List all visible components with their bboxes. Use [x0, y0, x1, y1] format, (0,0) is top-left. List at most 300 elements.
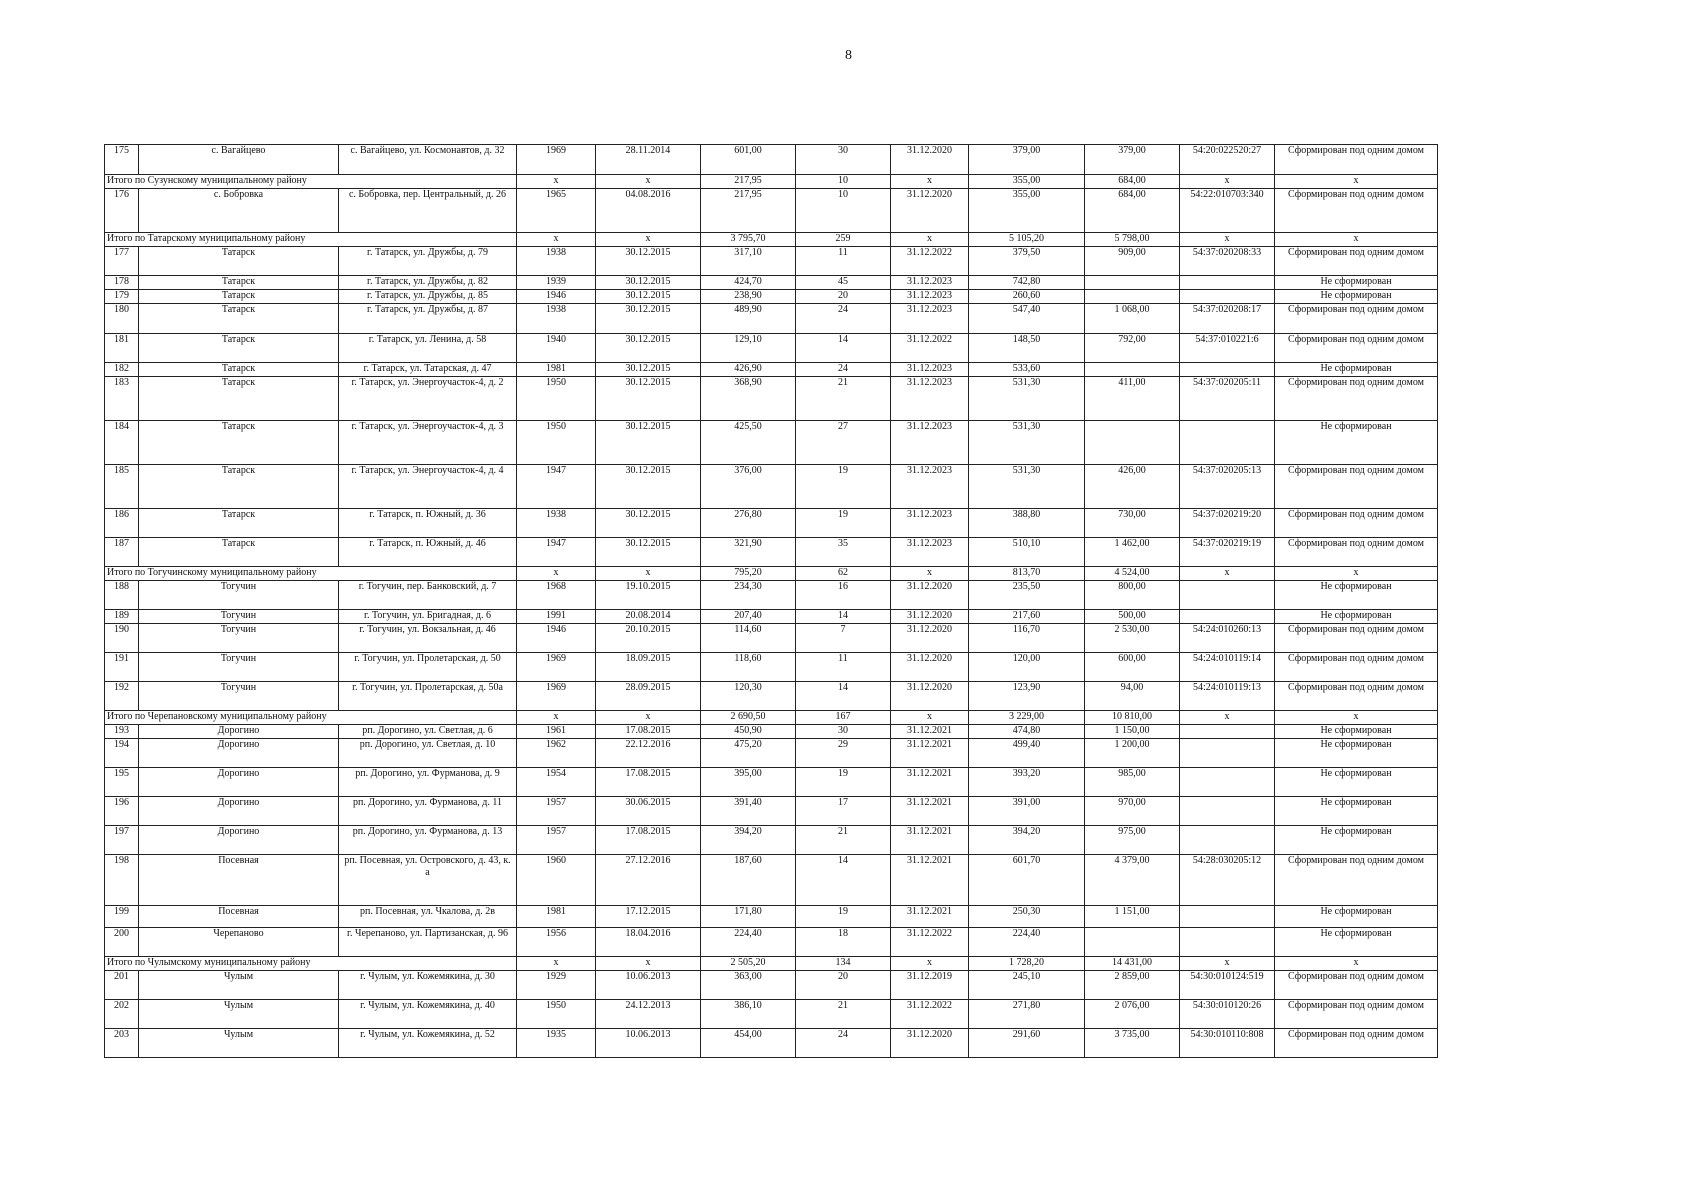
area-resettled-cell: 235,50 [969, 581, 1085, 610]
recognition-date-cell: 30.12.2015 [596, 276, 701, 290]
address-cell: г. Татарск, ул. Дружбы, д. 85 [339, 290, 517, 304]
land-status-cell: Не сформирован [1275, 363, 1438, 377]
deadline-cell: 31.12.2021 [891, 797, 969, 826]
subtotal-cadastre-cell: x [1180, 567, 1275, 581]
cadastre-number-cell: 54:20:022520:27 [1180, 145, 1275, 175]
table-row [105, 363, 1438, 377]
recognition-date-cell: 17.12.2015 [596, 906, 701, 928]
area-cell: 118,60 [701, 653, 796, 682]
recognition-date-cell: 10.06.2013 [596, 971, 701, 1000]
row-number-cell: 188 [105, 581, 139, 610]
recognition-date-cell: 20.08.2014 [596, 610, 701, 624]
page-number: 8 [845, 48, 852, 63]
land-area-cell: 3 735,00 [1085, 1029, 1180, 1058]
subtotal-row [105, 567, 1438, 581]
land-area-cell: 970,00 [1085, 797, 1180, 826]
cadastre-number-cell [1180, 610, 1275, 624]
table-row [105, 538, 1438, 567]
area-cell: 217,95 [701, 189, 796, 233]
area-cell: 120,30 [701, 682, 796, 711]
residents-cell: 7 [796, 624, 891, 653]
cadastre-number-cell: 54:37:020219:19 [1180, 538, 1275, 567]
residents-cell: 19 [796, 465, 891, 509]
cadastre-number-cell: 54:24:010119:14 [1180, 653, 1275, 682]
subtotal-area-cell: 2 690,50 [701, 711, 796, 725]
table-row [105, 247, 1438, 276]
deadline-cell: 31.12.2021 [891, 768, 969, 797]
settlement-cell: Дорогино [139, 739, 339, 768]
build-year-cell: 1940 [517, 334, 596, 363]
residents-cell: 27 [796, 421, 891, 465]
subtotal-date-cell: x [596, 711, 701, 725]
area-resettled-cell: 533,60 [969, 363, 1085, 377]
cadastre-number-cell: 54:30:010124:519 [1180, 971, 1275, 1000]
table-row [105, 377, 1438, 421]
cadastre-number-cell: 54:24:010119:13 [1180, 682, 1275, 711]
cadastre-number-cell [1180, 826, 1275, 855]
row-number-cell: 184 [105, 421, 139, 465]
land-status-cell: Сформирован под одним домом [1275, 653, 1438, 682]
area-cell: 424,70 [701, 276, 796, 290]
address-cell: г. Черепаново, ул. Партизанская, д. 96 [339, 928, 517, 957]
recognition-date-cell: 30.12.2015 [596, 247, 701, 276]
cadastre-number-cell: 54:28:030205:12 [1180, 855, 1275, 906]
address-cell: рп. Посевная, ул. Островского, д. 43, к. а [339, 855, 517, 906]
row-number-cell: 198 [105, 855, 139, 906]
land-area-cell: 379,00 [1085, 145, 1180, 175]
recognition-date-cell: 28.11.2014 [596, 145, 701, 175]
row-number-cell: 194 [105, 739, 139, 768]
area-cell: 317,10 [701, 247, 796, 276]
build-year-cell: 1947 [517, 465, 596, 509]
recognition-date-cell: 20.10.2015 [596, 624, 701, 653]
cadastre-number-cell: 54:37:010221:6 [1180, 334, 1275, 363]
subtotal-year-cell: x [517, 957, 596, 971]
address-cell: рп. Дорогино, ул. Светлая, д. 6 [339, 725, 517, 739]
deadline-cell: 31.12.2020 [891, 653, 969, 682]
build-year-cell: 1935 [517, 1029, 596, 1058]
land-area-cell: 2 859,00 [1085, 971, 1180, 1000]
area-cell: 238,90 [701, 290, 796, 304]
deadline-cell: 31.12.2022 [891, 334, 969, 363]
table-row [105, 797, 1438, 826]
recognition-date-cell: 19.10.2015 [596, 581, 701, 610]
residents-cell: 11 [796, 653, 891, 682]
land-area-cell [1085, 928, 1180, 957]
address-cell: г. Тогучин, ул. Пролетарская, д. 50а [339, 682, 517, 711]
subtotal-row [105, 175, 1438, 189]
residents-cell: 24 [796, 363, 891, 377]
recognition-date-cell: 17.08.2015 [596, 725, 701, 739]
subtotal-status-cell: x [1275, 957, 1438, 971]
subtotal-area-resettled-cell: 5 105,20 [969, 233, 1085, 247]
table-row [105, 971, 1438, 1000]
area-resettled-cell: 148,50 [969, 334, 1085, 363]
area-resettled-cell: 224,40 [969, 928, 1085, 957]
land-status-cell: Не сформирован [1275, 739, 1438, 768]
deadline-cell: 31.12.2021 [891, 906, 969, 928]
land-status-cell: Не сформирован [1275, 768, 1438, 797]
area-resettled-cell: 499,40 [969, 739, 1085, 768]
subtotal-residents-cell: 134 [796, 957, 891, 971]
subtotal-cadastre-cell: x [1180, 711, 1275, 725]
land-area-cell: 792,00 [1085, 334, 1180, 363]
land-status-cell: Сформирован под одним домом [1275, 624, 1438, 653]
land-area-cell: 1 151,00 [1085, 906, 1180, 928]
address-cell: г. Тогучин, ул. Пролетарская, д. 50 [339, 653, 517, 682]
row-number-cell: 175 [105, 145, 139, 175]
table-row [105, 145, 1438, 175]
build-year-cell: 1946 [517, 624, 596, 653]
recognition-date-cell: 30.12.2015 [596, 377, 701, 421]
row-number-cell: 189 [105, 610, 139, 624]
deadline-cell: 31.12.2022 [891, 1000, 969, 1029]
residents-cell: 30 [796, 725, 891, 739]
settlement-cell: Татарск [139, 334, 339, 363]
residents-cell: 14 [796, 334, 891, 363]
area-cell: 391,40 [701, 797, 796, 826]
residents-cell: 30 [796, 145, 891, 175]
build-year-cell: 1947 [517, 538, 596, 567]
deadline-cell: 31.12.2019 [891, 971, 969, 1000]
deadline-cell: 31.12.2022 [891, 247, 969, 276]
settlement-cell: Чулым [139, 1029, 339, 1058]
area-cell: 321,90 [701, 538, 796, 567]
subtotal-year-cell: x [517, 175, 596, 189]
land-status-cell: Сформирован под одним домом [1275, 1029, 1438, 1058]
land-area-cell: 1 068,00 [1085, 304, 1180, 334]
table-row [105, 653, 1438, 682]
area-resettled-cell: 388,80 [969, 509, 1085, 538]
area-resettled-cell: 531,30 [969, 377, 1085, 421]
subtotal-land-area-cell: 684,00 [1085, 175, 1180, 189]
land-area-cell: 600,00 [1085, 653, 1180, 682]
address-cell: г. Чулым, ул. Кожемякина, д. 52 [339, 1029, 517, 1058]
deadline-cell: 31.12.2023 [891, 276, 969, 290]
cadastre-number-cell: 54:22:010703:340 [1180, 189, 1275, 233]
area-resettled-cell: 531,30 [969, 465, 1085, 509]
subtotal-cadastre-cell: x [1180, 175, 1275, 189]
recognition-date-cell: 30.06.2015 [596, 797, 701, 826]
cadastre-number-cell [1180, 581, 1275, 610]
residents-cell: 21 [796, 1000, 891, 1029]
settlement-cell: Татарск [139, 363, 339, 377]
build-year-cell: 1946 [517, 290, 596, 304]
land-status-cell: Сформирован под одним домом [1275, 247, 1438, 276]
land-status-cell: Сформирован под одним домом [1275, 971, 1438, 1000]
table-row [105, 682, 1438, 711]
subtotal-area-cell: 2 505,20 [701, 957, 796, 971]
land-area-cell: 800,00 [1085, 581, 1180, 610]
row-number-cell: 191 [105, 653, 139, 682]
area-resettled-cell: 291,60 [969, 1029, 1085, 1058]
cadastre-number-cell: 54:37:020205:13 [1180, 465, 1275, 509]
land-area-cell: 2 076,00 [1085, 1000, 1180, 1029]
recognition-date-cell: 18.04.2016 [596, 928, 701, 957]
residents-cell: 21 [796, 826, 891, 855]
row-number-cell: 180 [105, 304, 139, 334]
build-year-cell: 1950 [517, 421, 596, 465]
area-cell: 224,40 [701, 928, 796, 957]
area-resettled-cell: 379,50 [969, 247, 1085, 276]
cadastre-number-cell [1180, 797, 1275, 826]
residents-cell: 14 [796, 682, 891, 711]
subtotal-deadline-cell: x [891, 711, 969, 725]
area-resettled-cell: 123,90 [969, 682, 1085, 711]
area-resettled-cell: 355,00 [969, 189, 1085, 233]
housing-registry-table [104, 144, 1438, 1058]
table-row [105, 768, 1438, 797]
subtotal-deadline-cell: x [891, 567, 969, 581]
row-number-cell: 195 [105, 768, 139, 797]
deadline-cell: 31.12.2022 [891, 928, 969, 957]
recognition-date-cell: 10.06.2013 [596, 1029, 701, 1058]
settlement-cell: с. Бобровка [139, 189, 339, 233]
deadline-cell: 31.12.2023 [891, 304, 969, 334]
land-status-cell: Сформирован под одним домом [1275, 377, 1438, 421]
settlement-cell: Татарск [139, 276, 339, 290]
residents-cell: 17 [796, 797, 891, 826]
land-status-cell: Сформирован под одним домом [1275, 509, 1438, 538]
recognition-date-cell: 17.08.2015 [596, 826, 701, 855]
land-area-cell: 1 150,00 [1085, 725, 1180, 739]
recognition-date-cell: 30.12.2015 [596, 290, 701, 304]
cadastre-number-cell: 54:37:020208:33 [1180, 247, 1275, 276]
land-area-cell: 730,00 [1085, 509, 1180, 538]
table-row [105, 334, 1438, 363]
area-cell: 489,90 [701, 304, 796, 334]
table-row [105, 610, 1438, 624]
table-row [105, 276, 1438, 290]
subtotal-date-cell: x [596, 567, 701, 581]
table-row [105, 509, 1438, 538]
area-resettled-cell: 474,80 [969, 725, 1085, 739]
cadastre-number-cell: 54:37:020219:20 [1180, 509, 1275, 538]
residents-cell: 45 [796, 276, 891, 290]
settlement-cell: Дорогино [139, 725, 339, 739]
row-number-cell: 199 [105, 906, 139, 928]
build-year-cell: 1969 [517, 682, 596, 711]
address-cell: г. Татарск, п. Южный, д. 46 [339, 538, 517, 567]
residents-cell: 16 [796, 581, 891, 610]
address-cell: г. Татарск, ул. Энергоучасток-4, д. 2 [339, 377, 517, 421]
build-year-cell: 1938 [517, 304, 596, 334]
row-number-cell: 185 [105, 465, 139, 509]
settlement-cell: Дорогино [139, 797, 339, 826]
land-status-cell: Не сформирован [1275, 928, 1438, 957]
land-area-cell [1085, 290, 1180, 304]
build-year-cell: 1991 [517, 610, 596, 624]
subtotal-area-cell: 3 795,70 [701, 233, 796, 247]
subtotal-cadastre-cell: x [1180, 233, 1275, 247]
cadastre-number-cell: 54:30:010110:808 [1180, 1029, 1275, 1058]
subtotal-residents-cell: 62 [796, 567, 891, 581]
deadline-cell: 31.12.2020 [891, 624, 969, 653]
settlement-cell: Посевная [139, 855, 339, 906]
subtotal-residents-cell: 259 [796, 233, 891, 247]
area-cell: 386,10 [701, 1000, 796, 1029]
land-status-cell: Не сформирован [1275, 725, 1438, 739]
subtotal-status-cell: x [1275, 233, 1438, 247]
land-status-cell: Не сформирован [1275, 797, 1438, 826]
address-cell: г. Татарск, п. Южный, д. 36 [339, 509, 517, 538]
area-resettled-cell: 260,60 [969, 290, 1085, 304]
address-cell: г. Татарск, ул. Ленина, д. 58 [339, 334, 517, 363]
settlement-cell: Татарск [139, 304, 339, 334]
recognition-date-cell: 30.12.2015 [596, 538, 701, 567]
table-row [105, 189, 1438, 233]
address-cell: г. Тогучин, ул. Вокзальная, д. 46 [339, 624, 517, 653]
land-area-cell: 1 462,00 [1085, 538, 1180, 567]
subtotal-deadline-cell: x [891, 957, 969, 971]
area-resettled-cell: 120,00 [969, 653, 1085, 682]
build-year-cell: 1954 [517, 768, 596, 797]
cadastre-number-cell [1180, 290, 1275, 304]
subtotal-area-cell: 795,20 [701, 567, 796, 581]
deadline-cell: 31.12.2023 [891, 290, 969, 304]
subtotal-land-area-cell: 14 431,00 [1085, 957, 1180, 971]
build-year-cell: 1965 [517, 189, 596, 233]
land-status-cell: Сформирован под одним домом [1275, 334, 1438, 363]
land-status-cell: Не сформирован [1275, 906, 1438, 928]
row-number-cell: 176 [105, 189, 139, 233]
subtotal-status-cell: x [1275, 711, 1438, 725]
settlement-cell: Чулым [139, 971, 339, 1000]
residents-cell: 29 [796, 739, 891, 768]
table-row [105, 581, 1438, 610]
row-number-cell: 201 [105, 971, 139, 1000]
build-year-cell: 1981 [517, 906, 596, 928]
land-area-cell: 985,00 [1085, 768, 1180, 797]
recognition-date-cell: 28.09.2015 [596, 682, 701, 711]
land-status-cell: Не сформирован [1275, 610, 1438, 624]
land-area-cell: 909,00 [1085, 247, 1180, 276]
subtotal-label: Итого по Чулымскому муниципальному району [105, 957, 517, 971]
land-area-cell: 684,00 [1085, 189, 1180, 233]
cadastre-number-cell: 54:30:010120:26 [1180, 1000, 1275, 1029]
address-cell: г. Татарск, ул. Дружбы, д. 87 [339, 304, 517, 334]
recognition-date-cell: 30.12.2015 [596, 304, 701, 334]
residents-cell: 14 [796, 855, 891, 906]
recognition-date-cell: 17.08.2015 [596, 768, 701, 797]
land-status-cell: Сформирован под одним домом [1275, 855, 1438, 906]
residents-cell: 19 [796, 768, 891, 797]
deadline-cell: 31.12.2020 [891, 581, 969, 610]
area-resettled-cell: 394,20 [969, 826, 1085, 855]
table-row [105, 725, 1438, 739]
subtotal-deadline-cell: x [891, 233, 969, 247]
area-cell: 450,90 [701, 725, 796, 739]
settlement-cell: Дорогино [139, 768, 339, 797]
area-cell: 368,90 [701, 377, 796, 421]
area-resettled-cell: 510,10 [969, 538, 1085, 567]
subtotal-status-cell: x [1275, 175, 1438, 189]
settlement-cell: Чулым [139, 1000, 339, 1029]
land-area-cell: 4 379,00 [1085, 855, 1180, 906]
subtotal-area-resettled-cell: 813,70 [969, 567, 1085, 581]
subtotal-date-cell: x [596, 175, 701, 189]
area-cell: 129,10 [701, 334, 796, 363]
table-row [105, 855, 1438, 906]
land-area-cell [1085, 421, 1180, 465]
row-number-cell: 202 [105, 1000, 139, 1029]
recognition-date-cell: 27.12.2016 [596, 855, 701, 906]
area-cell: 394,20 [701, 826, 796, 855]
land-status-cell: Не сформирован [1275, 826, 1438, 855]
subtotal-area-cell: 217,95 [701, 175, 796, 189]
table-row [105, 624, 1438, 653]
recognition-date-cell: 18.09.2015 [596, 653, 701, 682]
subtotal-label: Итого по Тогучинскому муниципальному району [105, 567, 517, 581]
build-year-cell: 1969 [517, 653, 596, 682]
recognition-date-cell: 04.08.2016 [596, 189, 701, 233]
land-area-cell [1085, 363, 1180, 377]
row-number-cell: 192 [105, 682, 139, 711]
area-resettled-cell: 271,80 [969, 1000, 1085, 1029]
land-status-cell: Сформирован под одним домом [1275, 465, 1438, 509]
land-area-cell: 426,00 [1085, 465, 1180, 509]
deadline-cell: 31.12.2023 [891, 421, 969, 465]
area-resettled-cell: 379,00 [969, 145, 1085, 175]
cadastre-number-cell: 54:24:010260:13 [1180, 624, 1275, 653]
recognition-date-cell: 30.12.2015 [596, 509, 701, 538]
land-area-cell [1085, 276, 1180, 290]
address-cell: г. Татарск, ул. Дружбы, д. 82 [339, 276, 517, 290]
build-year-cell: 1962 [517, 739, 596, 768]
subtotal-label: Итого по Татарскому муниципальному району [105, 233, 517, 247]
settlement-cell: Посевная [139, 906, 339, 928]
cadastre-number-cell [1180, 739, 1275, 768]
settlement-cell: Дорогино [139, 826, 339, 855]
recognition-date-cell: 30.12.2015 [596, 465, 701, 509]
residents-cell: 10 [796, 189, 891, 233]
residents-cell: 20 [796, 290, 891, 304]
deadline-cell: 31.12.2023 [891, 465, 969, 509]
table-row [105, 906, 1438, 928]
land-status-cell: Не сформирован [1275, 581, 1438, 610]
settlement-cell: Татарск [139, 509, 339, 538]
cadastre-number-cell [1180, 906, 1275, 928]
deadline-cell: 31.12.2020 [891, 145, 969, 175]
residents-cell: 11 [796, 247, 891, 276]
build-year-cell: 1956 [517, 928, 596, 957]
cadastre-number-cell [1180, 928, 1275, 957]
address-cell: рп. Дорогино, ул. Фурманова, д. 9 [339, 768, 517, 797]
area-resettled-cell: 601,70 [969, 855, 1085, 906]
area-cell: 426,90 [701, 363, 796, 377]
deadline-cell: 31.12.2023 [891, 363, 969, 377]
table-row [105, 304, 1438, 334]
row-number-cell: 187 [105, 538, 139, 567]
table-row [105, 739, 1438, 768]
row-number-cell: 179 [105, 290, 139, 304]
area-resettled-cell: 217,60 [969, 610, 1085, 624]
land-status-cell: Сформирован под одним домом [1275, 304, 1438, 334]
row-number-cell: 193 [105, 725, 139, 739]
area-cell: 207,40 [701, 610, 796, 624]
subtotal-cadastre-cell: x [1180, 957, 1275, 971]
table-row [105, 421, 1438, 465]
residents-cell: 35 [796, 538, 891, 567]
area-resettled-cell: 531,30 [969, 421, 1085, 465]
build-year-cell: 1981 [517, 363, 596, 377]
build-year-cell: 1950 [517, 1000, 596, 1029]
address-cell: рп. Дорогино, ул. Светлая, д. 10 [339, 739, 517, 768]
land-area-cell: 500,00 [1085, 610, 1180, 624]
area-resettled-cell: 742,80 [969, 276, 1085, 290]
subtotal-row [105, 957, 1438, 971]
row-number-cell: 178 [105, 276, 139, 290]
